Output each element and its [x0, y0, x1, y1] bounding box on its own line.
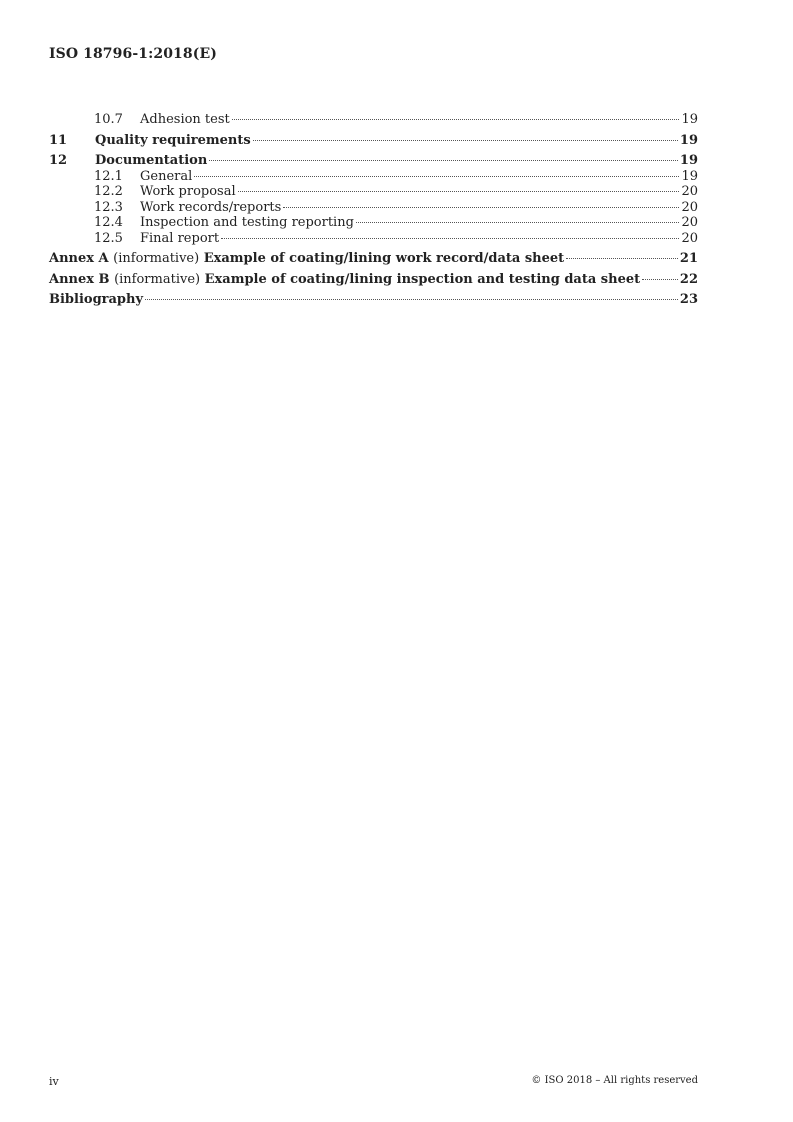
- toc-entry-page: 19: [681, 112, 698, 127]
- toc-entry-page: 19: [681, 168, 698, 184]
- dot-leader: [642, 278, 678, 280]
- table-of-contents: [49, 112, 698, 308]
- toc-entry-annex-a[interactable]: [49, 251, 698, 267]
- toc-entry-page: 20: [681, 230, 698, 246]
- toc-entry-number: 10.7: [94, 112, 123, 127]
- toc-entry-title: Bibliography: [49, 292, 144, 307]
- toc-entry-page: 21: [679, 251, 698, 266]
- page-number: iv: [49, 1075, 59, 1088]
- dot-leader: [283, 206, 679, 208]
- toc-entry-12-4[interactable]: [49, 215, 698, 231]
- toc-entry-annex-b[interactable]: [49, 272, 698, 288]
- dot-leader: [566, 257, 678, 259]
- toc-entry-12-1[interactable]: [49, 169, 698, 185]
- toc-entry-page: 22: [679, 271, 698, 287]
- toc-entry-number: 11: [49, 132, 68, 148]
- toc-entry-12-5[interactable]: [49, 231, 698, 247]
- document-header-id: ISO 18796-1:2018(E): [49, 46, 217, 62]
- toc-entry-title: Example of coating/lining work record/data sheet: [203, 251, 565, 266]
- toc-entry-title: Final report: [140, 230, 220, 246]
- toc-entry-number: 12: [49, 153, 68, 168]
- annex-prefix: Annex B: [49, 271, 110, 287]
- copyright-notice: © ISO 2018 – All rights reserved: [531, 1075, 698, 1086]
- toc-entry-title: General: [140, 168, 193, 184]
- toc-entry-number: 12.2: [94, 184, 123, 199]
- toc-entry-page: 20: [681, 184, 698, 199]
- dot-leader: [356, 221, 680, 223]
- dot-leader: [253, 139, 678, 141]
- toc-entry-title: Work records/reports: [140, 199, 282, 215]
- toc-entry-page: 20: [681, 199, 698, 215]
- dot-leader: [221, 237, 679, 239]
- dot-leader: [194, 175, 679, 177]
- annex-prefix: Annex A: [49, 251, 109, 266]
- toc-entry-page: 20: [681, 215, 698, 230]
- toc-entry-11[interactable]: [49, 133, 698, 149]
- annex-note: (informative): [114, 271, 201, 287]
- toc-entry-title: Work proposal: [140, 184, 236, 199]
- toc-entry-title: Adhesion test: [140, 112, 230, 127]
- toc-entry-number: 12.1: [94, 168, 123, 184]
- toc-entry-page: 19: [679, 153, 698, 168]
- toc-entry-number: 12.3: [94, 199, 123, 215]
- toc-entry-12-3[interactable]: [49, 200, 698, 216]
- dot-leader: [145, 298, 678, 300]
- toc-entry-title: Inspection and testing reporting: [140, 215, 354, 230]
- toc-entry-number: 12.5: [94, 230, 123, 246]
- toc-entry-page: 19: [679, 132, 698, 148]
- dot-leader: [232, 118, 680, 120]
- dot-leader: [209, 159, 678, 161]
- toc-entry-page: 23: [679, 292, 698, 307]
- toc-entry-title: Documentation: [95, 153, 208, 168]
- toc-entry-10-7[interactable]: [49, 112, 698, 128]
- toc-entry-number: 12.4: [94, 215, 123, 230]
- toc-entry-bibliography[interactable]: [49, 292, 698, 308]
- toc-entry-12-2[interactable]: [49, 184, 698, 200]
- toc-entry-title: Example of coating/lining inspection and testing data sheet: [204, 271, 641, 287]
- toc-entry-title: Quality requirements: [95, 132, 251, 148]
- toc-entry-12[interactable]: [49, 153, 698, 169]
- annex-note: (informative): [113, 251, 200, 266]
- dot-leader: [238, 190, 680, 192]
